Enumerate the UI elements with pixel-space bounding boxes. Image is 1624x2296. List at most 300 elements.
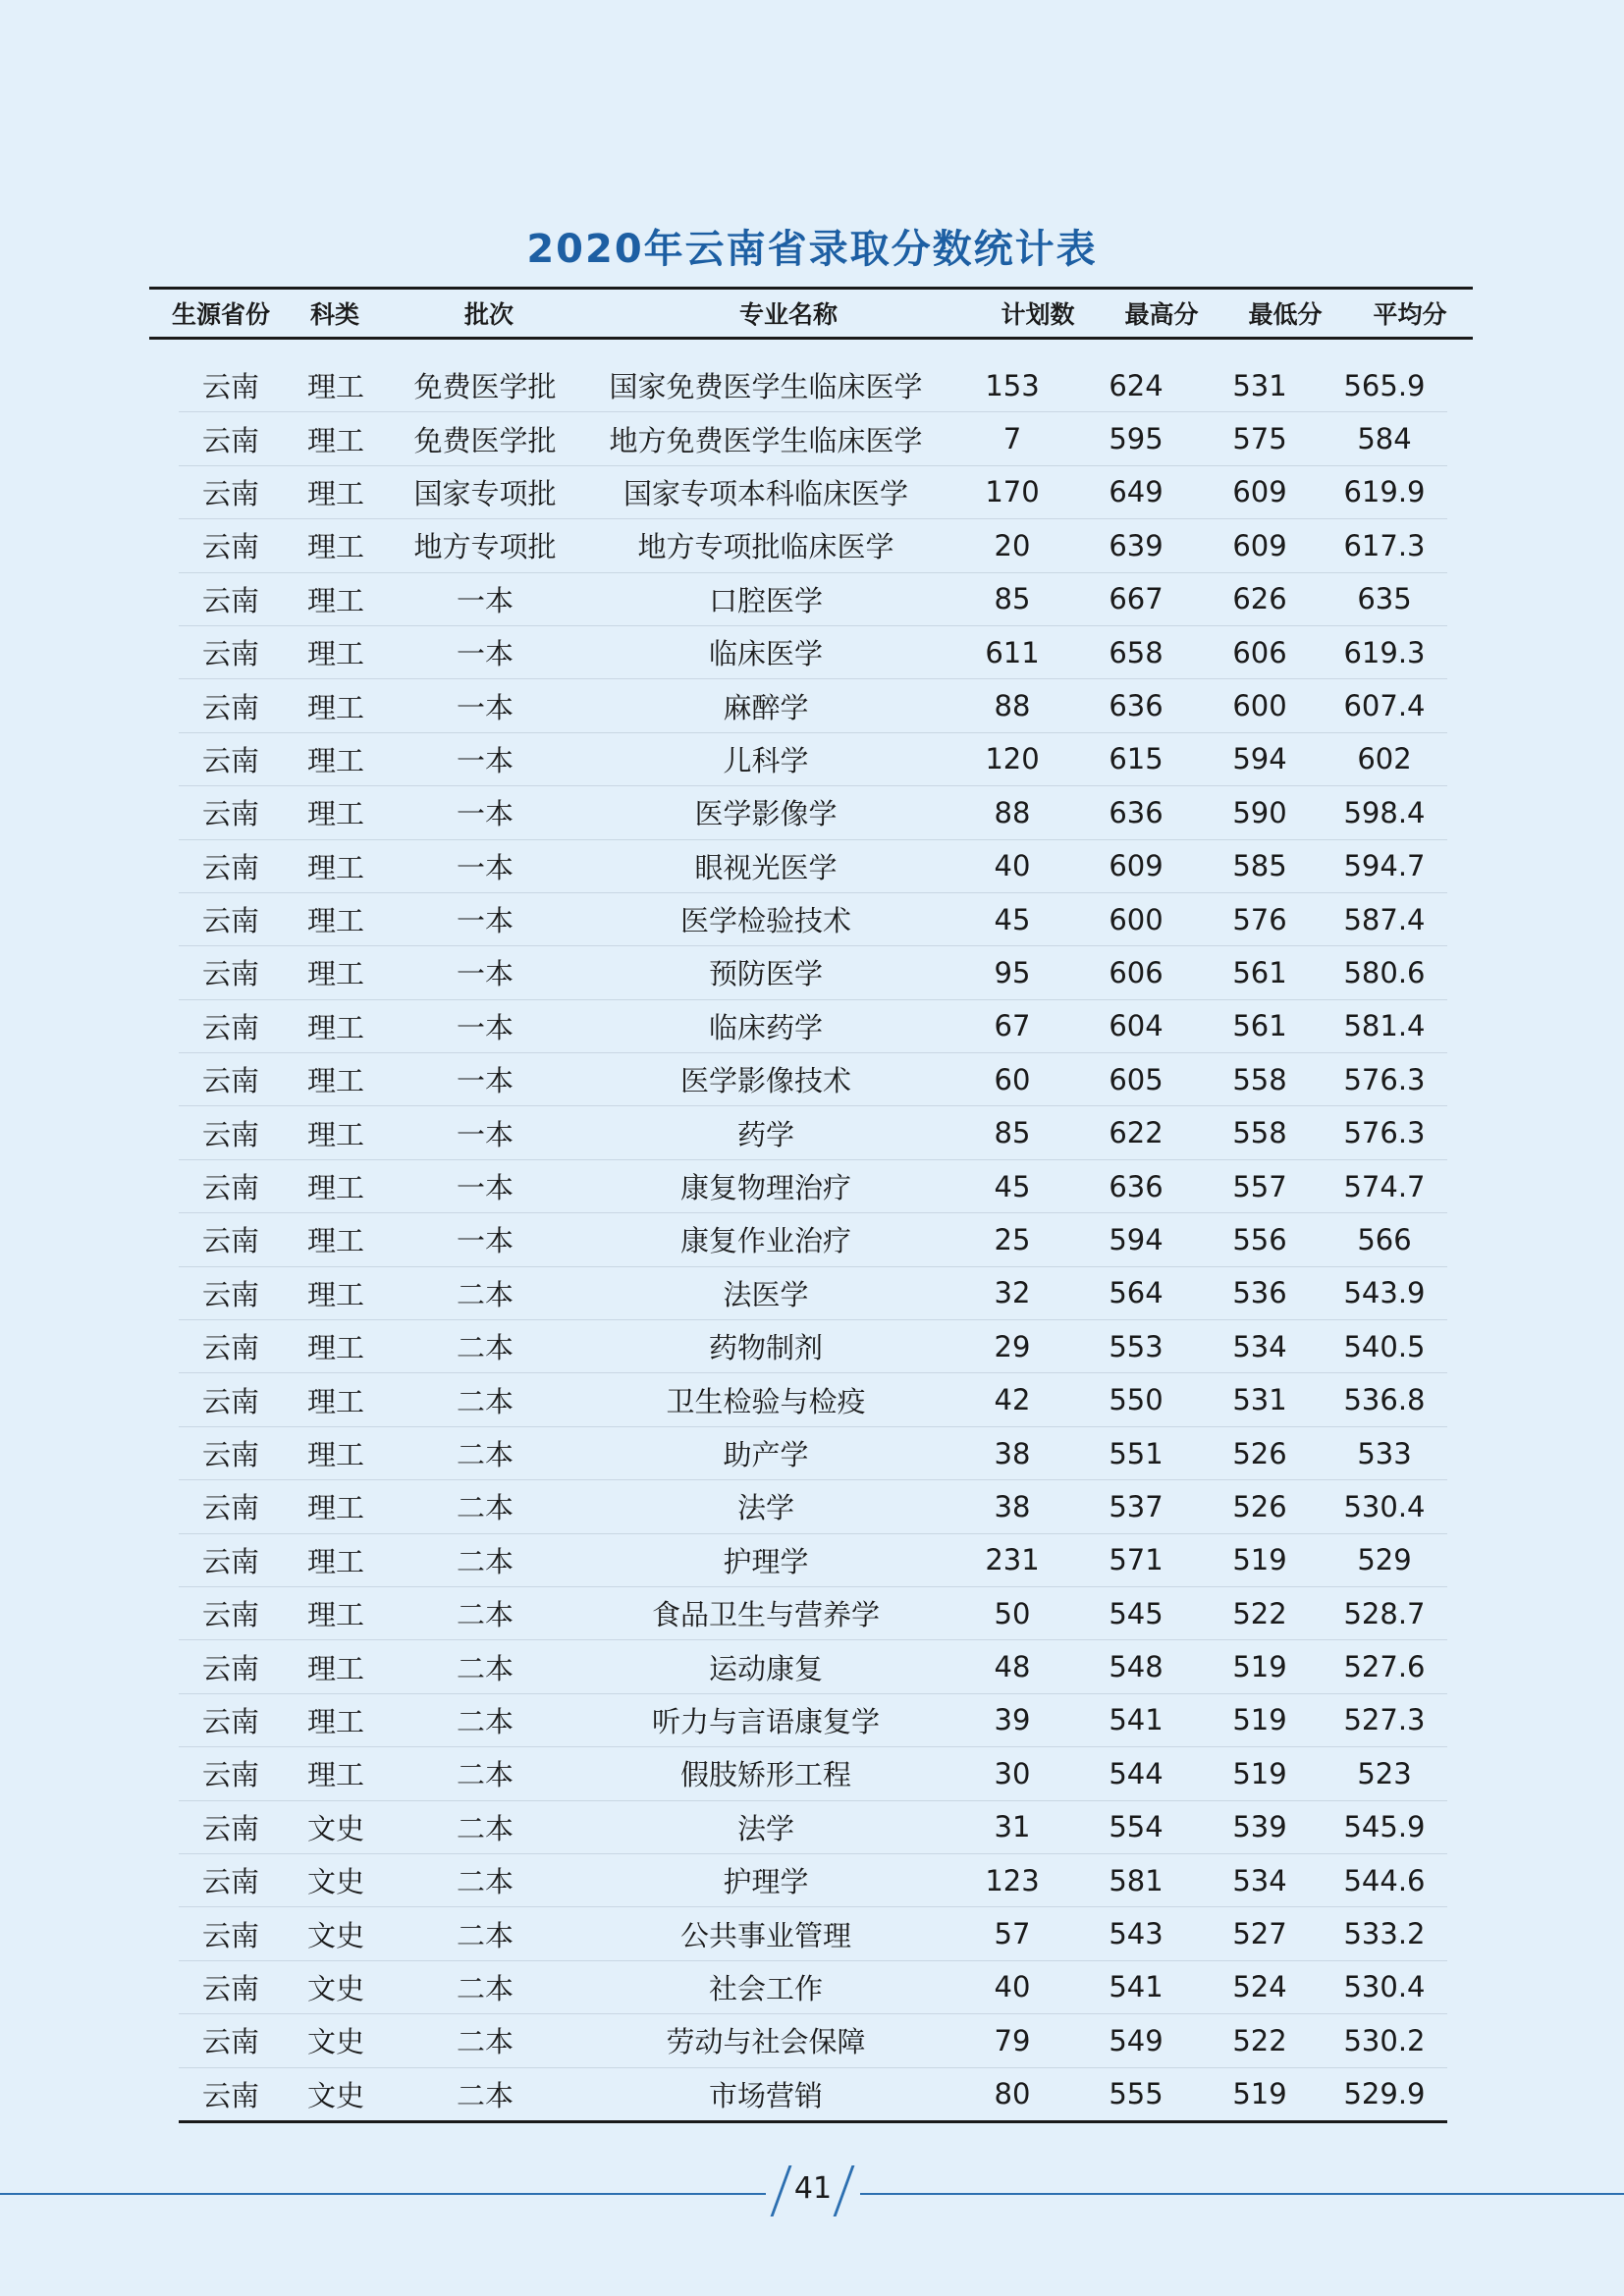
cell-min: 609 xyxy=(1232,528,1287,562)
cell-min: 519 xyxy=(1232,1543,1287,1577)
cell-major: 康复物理治疗 xyxy=(679,1171,851,1205)
cell-plan: 7 xyxy=(1002,422,1022,456)
cell-major: 口腔医学 xyxy=(708,583,823,617)
cell-plan: 153 xyxy=(985,368,1040,402)
cell-type: 文史 xyxy=(306,1865,364,1899)
cell-max: 604 xyxy=(1109,1009,1164,1043)
cell-max: 548 xyxy=(1109,1650,1164,1684)
cell-plan: 42 xyxy=(994,1383,1031,1417)
cell-province: 云南 xyxy=(201,1064,259,1098)
cell-avg: 527.3 xyxy=(1343,1703,1426,1737)
cell-major: 市场营销 xyxy=(708,2078,823,2112)
cell-plan: 45 xyxy=(994,1169,1031,1203)
cell-province: 云南 xyxy=(201,2025,259,2059)
table-row xyxy=(179,519,1447,572)
table-row xyxy=(179,412,1447,465)
cell-province: 云南 xyxy=(201,1491,259,1525)
cell-max: 636 xyxy=(1109,795,1164,829)
cell-min: 558 xyxy=(1232,1062,1287,1096)
cell-avg: 602 xyxy=(1357,742,1412,776)
cell-min: 626 xyxy=(1232,582,1287,616)
cell-avg: 587.4 xyxy=(1343,902,1426,936)
cell-batch: 一本 xyxy=(456,957,514,991)
cell-avg: 544.6 xyxy=(1343,1863,1426,1897)
cell-plan: 31 xyxy=(994,1810,1031,1844)
cell-province: 云南 xyxy=(201,797,259,831)
cell-max: 606 xyxy=(1109,955,1164,989)
cell-min: 527 xyxy=(1232,1917,1287,1951)
cell-min: 600 xyxy=(1232,689,1287,723)
cell-batch: 二本 xyxy=(456,1758,514,1792)
cell-plan: 79 xyxy=(994,2023,1031,2057)
cell-avg: 536.8 xyxy=(1343,1383,1426,1417)
cell-max: 553 xyxy=(1109,1329,1164,1363)
cell-major: 公共事业管理 xyxy=(679,1918,851,1952)
cell-batch: 一本 xyxy=(456,637,514,671)
cell-major: 儿科学 xyxy=(723,743,809,777)
header-batch: 批次 xyxy=(463,300,514,329)
table-row xyxy=(179,1267,1447,1320)
cell-province: 云南 xyxy=(201,637,259,671)
cell-type: 理工 xyxy=(306,743,364,777)
table-row xyxy=(179,1534,1447,1587)
cell-max: 564 xyxy=(1109,1276,1164,1310)
cell-major: 法学 xyxy=(736,1491,794,1525)
cell-plan: 25 xyxy=(994,1222,1031,1256)
cell-batch: 二本 xyxy=(456,1438,514,1471)
cell-batch: 二本 xyxy=(456,2078,514,2112)
cell-max: 551 xyxy=(1109,1436,1164,1470)
cell-major: 预防医学 xyxy=(708,957,823,991)
cell-batch: 一本 xyxy=(456,850,514,884)
cell-avg: 566 xyxy=(1357,1222,1412,1256)
cell-plan: 611 xyxy=(985,635,1040,669)
table-row xyxy=(179,2014,1447,2067)
cell-avg: 523 xyxy=(1357,1756,1412,1790)
table-row xyxy=(179,1587,1447,1640)
cell-max: 595 xyxy=(1109,422,1164,456)
cell-major: 医学影像学 xyxy=(694,797,838,831)
cell-plan: 123 xyxy=(985,1863,1040,1897)
cell-major: 国家免费医学生临床医学 xyxy=(609,370,923,404)
cell-major: 麻醉学 xyxy=(723,690,809,724)
cell-min: 524 xyxy=(1232,1970,1287,2004)
cell-major: 药学 xyxy=(736,1117,794,1151)
cell-type: 理工 xyxy=(306,797,364,831)
cell-type: 理工 xyxy=(306,1224,364,1258)
cell-batch: 一本 xyxy=(456,1224,514,1258)
cell-major: 社会工作 xyxy=(708,1971,823,2005)
cell-batch: 二本 xyxy=(456,1491,514,1525)
cell-type: 理工 xyxy=(306,1384,364,1418)
table-row xyxy=(179,733,1447,786)
cell-avg: 598.4 xyxy=(1343,795,1426,829)
cell-max: 541 xyxy=(1109,1970,1164,2004)
cell-min: 590 xyxy=(1232,795,1287,829)
cell-min: 531 xyxy=(1232,1383,1287,1417)
cell-avg: 594.7 xyxy=(1343,849,1426,883)
cell-batch: 一本 xyxy=(456,690,514,724)
cell-type: 理工 xyxy=(306,1651,364,1685)
cell-province: 云南 xyxy=(201,583,259,617)
cell-major: 地方免费医学生临床医学 xyxy=(609,423,923,457)
table-row xyxy=(179,946,1447,999)
cell-plan: 231 xyxy=(985,1543,1040,1577)
cell-max: 615 xyxy=(1109,742,1164,776)
cell-min: 519 xyxy=(1232,2077,1287,2111)
cell-max: 594 xyxy=(1109,1222,1164,1256)
table-row xyxy=(179,1961,1447,2014)
cell-min: 522 xyxy=(1232,2023,1287,2057)
cell-max: 537 xyxy=(1109,1489,1164,1523)
cell-batch: 二本 xyxy=(456,1865,514,1899)
cell-major: 康复作业治疗 xyxy=(679,1224,851,1258)
cell-type: 理工 xyxy=(306,1010,364,1044)
cell-type: 理工 xyxy=(306,1491,364,1525)
cell-major: 地方专项批临床医学 xyxy=(637,530,894,564)
cell-batch: 二本 xyxy=(456,1651,514,1685)
table-row xyxy=(179,626,1447,679)
cell-max: 605 xyxy=(1109,1062,1164,1096)
cell-avg: 581.4 xyxy=(1343,1009,1426,1043)
cell-batch: 一本 xyxy=(456,1117,514,1151)
cell-min: 557 xyxy=(1232,1169,1287,1203)
cell-batch: 免费医学批 xyxy=(413,370,557,404)
cell-major: 劳动与社会保障 xyxy=(666,2025,866,2059)
cell-plan: 120 xyxy=(985,742,1040,776)
cell-plan: 30 xyxy=(994,1756,1031,1790)
cell-batch: 二本 xyxy=(456,1811,514,1845)
cell-type: 理工 xyxy=(306,1064,364,1098)
cell-min: 606 xyxy=(1232,635,1287,669)
table-row xyxy=(179,1000,1447,1053)
cell-province: 云南 xyxy=(201,1811,259,1845)
table-row xyxy=(179,1053,1447,1106)
cell-max: 571 xyxy=(1109,1543,1164,1577)
cell-major: 国家专项本科临床医学 xyxy=(623,476,908,510)
cell-min: 561 xyxy=(1232,1009,1287,1043)
table-row xyxy=(179,1213,1447,1266)
cell-plan: 88 xyxy=(994,689,1031,723)
cell-type: 理工 xyxy=(306,1331,364,1365)
cell-plan: 50 xyxy=(994,1596,1031,1630)
cell-province: 云南 xyxy=(201,743,259,777)
cell-plan: 95 xyxy=(994,955,1031,989)
cell-plan: 38 xyxy=(994,1489,1031,1523)
table-row xyxy=(179,2068,1447,2123)
cell-type: 理工 xyxy=(306,370,364,404)
cell-major: 假肢矫形工程 xyxy=(679,1758,851,1792)
cell-min: 531 xyxy=(1232,368,1287,402)
cell-avg: 545.9 xyxy=(1343,1810,1426,1844)
table-row xyxy=(179,1907,1447,1960)
cell-max: 544 xyxy=(1109,1756,1164,1790)
cell-plan: 60 xyxy=(994,1062,1031,1096)
cell-min: 576 xyxy=(1232,902,1287,936)
cell-batch: 二本 xyxy=(456,1277,514,1311)
table-row xyxy=(179,573,1447,626)
cell-province: 云南 xyxy=(201,1918,259,1952)
cell-province: 云南 xyxy=(201,1865,259,1899)
cell-avg: 533 xyxy=(1357,1436,1412,1470)
cell-min: 526 xyxy=(1232,1489,1287,1523)
cell-max: 581 xyxy=(1109,1863,1164,1897)
cell-batch: 一本 xyxy=(456,1010,514,1044)
cell-plan: 39 xyxy=(994,1703,1031,1737)
header-major: 专业名称 xyxy=(738,300,838,329)
cell-type: 理工 xyxy=(306,583,364,617)
cell-major: 听力与言语康复学 xyxy=(651,1704,880,1738)
table-body xyxy=(179,359,1447,2123)
cell-major: 医学检验技术 xyxy=(679,904,851,938)
table-row xyxy=(179,1801,1447,1854)
cell-province: 云南 xyxy=(201,1438,259,1471)
cell-batch: 二本 xyxy=(456,1544,514,1578)
cell-major: 护理学 xyxy=(723,1865,809,1899)
cell-province: 云南 xyxy=(201,1331,259,1365)
cell-batch: 二本 xyxy=(456,1384,514,1418)
cell-type: 理工 xyxy=(306,476,364,510)
cell-avg: 543.9 xyxy=(1343,1276,1426,1310)
cell-max: 667 xyxy=(1109,582,1164,616)
cell-major: 护理学 xyxy=(723,1544,809,1578)
cell-batch: 地方专项批 xyxy=(413,530,557,564)
cell-min: 561 xyxy=(1232,955,1287,989)
cell-batch: 二本 xyxy=(456,1704,514,1738)
cell-min: 534 xyxy=(1232,1329,1287,1363)
cell-max: 550 xyxy=(1109,1383,1164,1417)
cell-province: 云南 xyxy=(201,850,259,884)
table-row xyxy=(179,1373,1447,1426)
cell-max: 549 xyxy=(1109,2023,1164,2057)
cell-avg: 576.3 xyxy=(1343,1062,1426,1096)
cell-type: 理工 xyxy=(306,1171,364,1205)
header-avg: 平均分 xyxy=(1373,300,1447,329)
cell-type: 文史 xyxy=(306,2025,364,2059)
cell-avg: 576.3 xyxy=(1343,1116,1426,1150)
cell-province: 云南 xyxy=(201,2078,259,2112)
cell-type: 理工 xyxy=(306,1544,364,1578)
page-title: 2020年云南省录取分数统计表 xyxy=(526,227,1098,272)
cell-plan: 67 xyxy=(994,1009,1031,1043)
cell-province: 云南 xyxy=(201,1171,259,1205)
cell-batch: 一本 xyxy=(456,1171,514,1205)
table-row xyxy=(179,466,1447,519)
cell-batch: 二本 xyxy=(456,1598,514,1632)
cell-major: 眼视光医学 xyxy=(694,850,838,884)
cell-type: 文史 xyxy=(306,1971,364,2005)
cell-major: 助产学 xyxy=(723,1438,809,1471)
cell-plan: 48 xyxy=(994,1650,1031,1684)
cell-min: 558 xyxy=(1232,1116,1287,1150)
cell-avg: 619.3 xyxy=(1343,635,1426,669)
cell-avg: 584 xyxy=(1357,422,1412,456)
header-province: 生源省份 xyxy=(171,300,270,329)
cell-max: 636 xyxy=(1109,689,1164,723)
cell-avg: 565.9 xyxy=(1343,368,1426,402)
cell-province: 云南 xyxy=(201,1224,259,1258)
cell-type: 理工 xyxy=(306,1438,364,1471)
cell-avg: 530.2 xyxy=(1343,2023,1426,2057)
cell-plan: 38 xyxy=(994,1436,1031,1470)
cell-min: 519 xyxy=(1232,1703,1287,1737)
cell-min: 575 xyxy=(1232,422,1287,456)
cell-province: 云南 xyxy=(201,957,259,991)
cell-plan: 40 xyxy=(994,1970,1031,2004)
cell-avg: 619.9 xyxy=(1343,475,1426,509)
cell-major: 运动康复 xyxy=(708,1651,823,1685)
cell-type: 理工 xyxy=(306,1598,364,1632)
cell-batch: 二本 xyxy=(456,1331,514,1365)
cell-min: 585 xyxy=(1232,849,1287,883)
cell-plan: 170 xyxy=(985,475,1040,509)
cell-avg: 635 xyxy=(1357,582,1412,616)
cell-plan: 57 xyxy=(994,1917,1031,1951)
cell-type: 理工 xyxy=(306,850,364,884)
cell-avg: 580.6 xyxy=(1343,955,1426,989)
page-number: 41 xyxy=(793,2171,833,2206)
cell-batch: 一本 xyxy=(456,797,514,831)
cell-max: 624 xyxy=(1109,368,1164,402)
cell-batch: 二本 xyxy=(456,1918,514,1952)
cell-max: 649 xyxy=(1109,475,1164,509)
header-type: 科类 xyxy=(309,300,359,329)
cell-province: 云南 xyxy=(201,1651,259,1685)
cell-major: 卫生检验与检疫 xyxy=(666,1384,866,1418)
table-row xyxy=(179,1854,1447,1907)
cell-province: 云南 xyxy=(201,1277,259,1311)
cell-major: 临床药学 xyxy=(708,1010,823,1044)
cell-batch: 二本 xyxy=(456,2025,514,2059)
cell-avg: 530.4 xyxy=(1343,1489,1426,1523)
cell-max: 609 xyxy=(1109,849,1164,883)
cell-avg: 617.3 xyxy=(1343,528,1426,562)
cell-type: 理工 xyxy=(306,957,364,991)
cell-max: 545 xyxy=(1109,1596,1164,1630)
cell-batch: 国家专项批 xyxy=(413,476,557,510)
cell-type: 理工 xyxy=(306,637,364,671)
cell-type: 文史 xyxy=(306,1918,364,1952)
table-row xyxy=(179,1427,1447,1480)
page-number-box xyxy=(766,2165,860,2216)
cell-min: 609 xyxy=(1232,475,1287,509)
cell-plan: 20 xyxy=(994,528,1031,562)
cell-max: 639 xyxy=(1109,528,1164,562)
table-row xyxy=(179,1640,1447,1693)
cell-plan: 85 xyxy=(994,582,1031,616)
cell-batch: 一本 xyxy=(456,904,514,938)
cell-max: 636 xyxy=(1109,1169,1164,1203)
cell-major: 临床医学 xyxy=(708,637,823,671)
cell-major: 医学影像技术 xyxy=(679,1064,851,1098)
table-row xyxy=(179,359,1447,412)
table-row xyxy=(179,1320,1447,1373)
cell-province: 云南 xyxy=(201,1971,259,2005)
cell-plan: 80 xyxy=(994,2077,1031,2111)
cell-max: 555 xyxy=(1109,2077,1164,2111)
cell-province: 云南 xyxy=(201,690,259,724)
table-row xyxy=(179,679,1447,732)
table-row xyxy=(179,786,1447,839)
cell-plan: 88 xyxy=(994,795,1031,829)
header-max: 最高分 xyxy=(1124,300,1199,329)
table-row xyxy=(179,1106,1447,1159)
cell-province: 云南 xyxy=(201,1598,259,1632)
table-row xyxy=(179,1480,1447,1533)
cell-type: 理工 xyxy=(306,904,364,938)
cell-max: 554 xyxy=(1109,1810,1164,1844)
cell-major: 法学 xyxy=(736,1811,794,1845)
cell-batch: 一本 xyxy=(456,1064,514,1098)
cell-type: 理工 xyxy=(306,530,364,564)
cell-min: 539 xyxy=(1232,1810,1287,1844)
cell-province: 云南 xyxy=(201,476,259,510)
cell-type: 文史 xyxy=(306,2078,364,2112)
cell-avg: 533.2 xyxy=(1343,1917,1426,1951)
cell-province: 云南 xyxy=(201,904,259,938)
cell-avg: 530.4 xyxy=(1343,1970,1426,2004)
cell-type: 理工 xyxy=(306,423,364,457)
cell-avg: 529 xyxy=(1357,1543,1412,1577)
cell-province: 云南 xyxy=(201,1704,259,1738)
cell-min: 526 xyxy=(1232,1436,1287,1470)
cell-plan: 40 xyxy=(994,849,1031,883)
cell-max: 622 xyxy=(1109,1116,1164,1150)
table-row xyxy=(179,893,1447,946)
cell-type: 理工 xyxy=(306,1277,364,1311)
cell-avg: 527.6 xyxy=(1343,1650,1426,1684)
cell-province: 云南 xyxy=(201,1384,259,1418)
cell-plan: 29 xyxy=(994,1329,1031,1363)
cell-max: 600 xyxy=(1109,902,1164,936)
table-row xyxy=(179,1694,1447,1747)
cell-type: 理工 xyxy=(306,1117,364,1151)
cell-min: 536 xyxy=(1232,1276,1287,1310)
cell-major: 法医学 xyxy=(723,1277,809,1311)
cell-min: 534 xyxy=(1232,1863,1287,1897)
table-row xyxy=(179,840,1447,893)
table-row xyxy=(179,1747,1447,1800)
cell-batch: 免费医学批 xyxy=(413,423,557,457)
cell-province: 云南 xyxy=(201,370,259,404)
cell-type: 理工 xyxy=(306,1704,364,1738)
cell-plan: 32 xyxy=(994,1276,1031,1310)
cell-type: 文史 xyxy=(306,1811,364,1845)
cell-type: 理工 xyxy=(306,1758,364,1792)
header-plan: 计划数 xyxy=(1001,300,1075,329)
cell-province: 云南 xyxy=(201,423,259,457)
cell-avg: 607.4 xyxy=(1343,689,1426,723)
cell-min: 594 xyxy=(1232,742,1287,776)
cell-batch: 一本 xyxy=(456,583,514,617)
cell-min: 522 xyxy=(1232,1596,1287,1630)
cell-avg: 540.5 xyxy=(1343,1329,1426,1363)
cell-batch: 一本 xyxy=(456,743,514,777)
cell-plan: 85 xyxy=(994,1116,1031,1150)
cell-type: 理工 xyxy=(306,690,364,724)
cell-major: 食品卫生与营养学 xyxy=(651,1598,880,1632)
header-min: 最低分 xyxy=(1248,300,1323,329)
cell-province: 云南 xyxy=(201,1010,259,1044)
cell-min: 519 xyxy=(1232,1650,1287,1684)
admission-table xyxy=(149,287,1473,2112)
table-row xyxy=(179,1160,1447,1213)
cell-avg: 574.7 xyxy=(1343,1169,1426,1203)
table-header xyxy=(149,287,1473,340)
cell-plan: 45 xyxy=(994,902,1031,936)
cell-province: 云南 xyxy=(201,1117,259,1151)
cell-province: 云南 xyxy=(201,1544,259,1578)
